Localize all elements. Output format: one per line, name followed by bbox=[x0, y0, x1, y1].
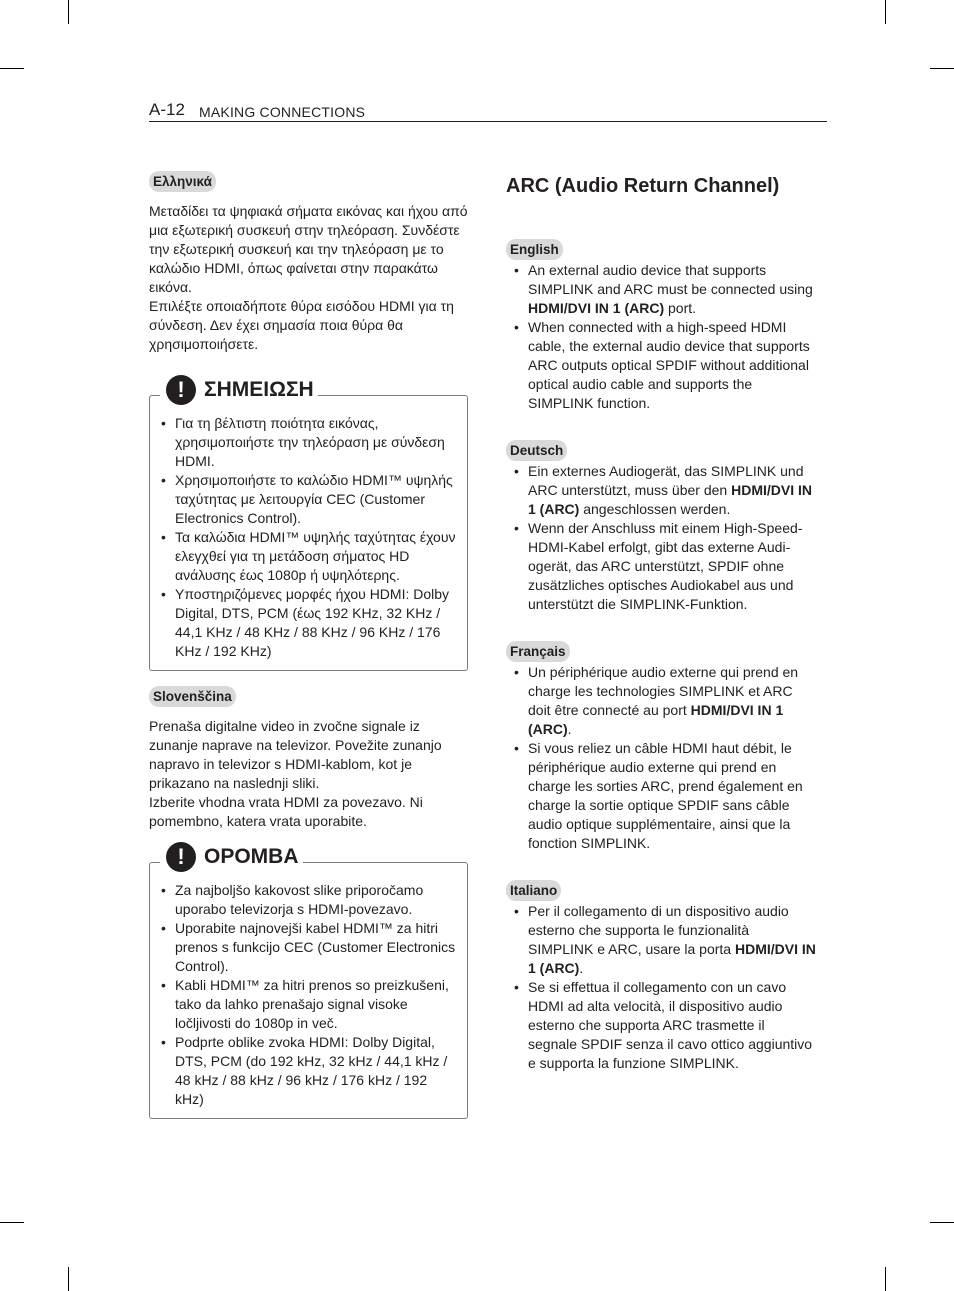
slovenian-paragraph-2: Izberite vhodna vrata HDMI za povezavo. Ni pomembno, katera vrata uporabite. bbox=[149, 794, 423, 829]
list-item: • Χρησιμοποιήστε το καλώδιο HDMI™ υψηλής ταχύτητας με λειτουργία CEC (Customer Electronics Control). bbox=[153, 471, 457, 528]
left-column bbox=[149, 171, 471, 1119]
italiano-section bbox=[506, 880, 816, 1073]
deutsch-list bbox=[506, 462, 816, 614]
page-number: A-12 bbox=[149, 100, 185, 119]
list-item: • Uporabite najnovejši kabel HDMI™ za hitri prenos s funkcijo CEC (Customer Electronics Control). bbox=[153, 919, 457, 976]
note-header bbox=[160, 837, 303, 877]
arc-title: ARC (Audio Return Channel) bbox=[506, 175, 780, 197]
english-section bbox=[506, 239, 816, 413]
italiano-list bbox=[506, 902, 816, 1073]
language-tag-greek: Ελληνικά bbox=[149, 171, 216, 192]
section-title: MAKING CONNECTIONS bbox=[199, 104, 366, 120]
list-item: • Wenn der Anschluss mit einem High-Speed-HDMI-Kabel erfolgt, gibt das externe Audi-ogerät, das ARC unterstützt, SPDIF ohne zusätzliches optisches Audiokabel aus und unterstützt die SIMPLINK-Funktion. bbox=[506, 519, 816, 614]
language-tag-deutsch: Deutsch bbox=[506, 440, 567, 461]
note-list bbox=[153, 414, 457, 661]
list-item: • When connected with a high-speed HDMI cable, the external audio device that supports ARC outputs optical SPDIF without additional optical audio cable and supports the SIMPLINK function. bbox=[506, 318, 816, 413]
note-title: ΣΗΜΕΙΩΣΗ bbox=[204, 378, 314, 401]
francais-list bbox=[506, 663, 816, 853]
page-header bbox=[149, 100, 827, 122]
crop-mark bbox=[0, 1222, 24, 1223]
crop-mark bbox=[0, 68, 24, 69]
list-item: • Per il collegamento di un dispositivo audio esterno che supporta le funzionalità SIMPLINK e ARC, usare la porta HDMI/DVI IN 1 (ARC). bbox=[506, 902, 816, 978]
slovenian-paragraph-1: Prenaša digitalne video in zvočne signale iz zunanje naprave na televizor. Povežite zunanjo napravo in televizor s HDMI-kablom, kot je prikazano na naslednji sliki. bbox=[149, 718, 442, 791]
list-item: • An external audio device that supports SIMPLINK and ARC must be connected using HDMI/DVI IN 1 (ARC) port. bbox=[506, 261, 816, 318]
list-item: • Za najboljšo kakovost slike priporočamo uporabo televizorja s HDMI-povezavo. bbox=[153, 881, 457, 919]
list-item: • Για τη βέλτιστη ποιότητα εικόνας, χρησιμοποιήστε την τηλεόραση με σύνδεση HDMI. bbox=[153, 414, 457, 471]
english-list bbox=[506, 261, 816, 413]
crop-mark bbox=[930, 1222, 954, 1223]
slovenian-section bbox=[149, 686, 471, 1119]
note-box-greek bbox=[149, 377, 468, 671]
deutsch-section bbox=[506, 440, 816, 614]
list-item: • Kabli HDMI™ za hitri prenos so preizkušeni, tako da lahko prenašajo signal visoke ločljivosti do 1080p in več. bbox=[153, 976, 457, 1033]
crop-mark bbox=[885, 1267, 886, 1291]
crop-mark bbox=[68, 1267, 69, 1291]
crop-mark bbox=[885, 0, 886, 24]
note-header bbox=[160, 370, 318, 410]
list-item: • Se si effettua il collegamento con un cavo HDMI ad alta velocità, il dispositivo audio esterno che supporta ARC trasmette il segnale SPDIF senza il cavo ottico aggiuntivo e supporta la funzione SIMPLINK. bbox=[506, 978, 816, 1073]
exclamation-icon: ! bbox=[166, 375, 196, 405]
note-box-slovenian bbox=[149, 844, 468, 1119]
greek-section bbox=[149, 171, 471, 671]
crop-mark bbox=[930, 68, 954, 69]
list-item: • Si vous reliez un câble HDMI haut débit, le périphérique audio externe qui prend en charge les sorties ARC, prend également en charge la sortie optique SPDIF sans câble audio optique supplémentaire, ainsi que la fonction SIMPLINK. bbox=[506, 739, 816, 853]
note-list bbox=[153, 881, 457, 1109]
list-item: • Podprte oblike zvoka HDMI: Dolby Digital, DTS, PCM (do 192 kHz, 32 kHz / 44,1 kHz / 48 kHz / 88 kHz / 96 kHz / 176 kHz / 192 kHz) bbox=[153, 1033, 457, 1109]
right-column bbox=[506, 171, 816, 1073]
crop-mark bbox=[68, 0, 69, 24]
francais-section bbox=[506, 641, 816, 853]
language-tag-english: English bbox=[506, 239, 563, 260]
list-item: • Υποστηριζόμενες μορφές ήχου HDMI: Dolby Digital, DTS, PCM (έως 192 KHz, 32 KHz / 44,1 KHz / 48 KHz / 88 KHz / 96 KHz / 176 KHz / 192 KHz) bbox=[153, 585, 457, 661]
language-tag-italiano: Italiano bbox=[506, 880, 561, 901]
language-tag-francais: Français bbox=[506, 641, 570, 662]
greek-paragraph-1: Μεταδίδει τα ψηφιακά σήματα εικόνας και ήχου από μια εξωτερική συσκευή στην τηλεόραση. Συνδέστε την εξωτερική συσκευή και την τηλεόραση με το καλώδιο HDMI, όπως φαίνεται στην παρακάτω εικόνα. bbox=[149, 203, 468, 295]
list-item: • Un périphérique audio externe qui prend en charge les technologies SIMPLINK et ARC doit être connecté au port HDMI/DVI IN 1 (ARC). bbox=[506, 663, 816, 739]
exclamation-icon: ! bbox=[166, 842, 196, 872]
list-item: • Τα καλώδια HDMI™ υψηλής ταχύτητας έχουν ελεγχθεί για τη μετάδοση σήματος HD ανάλυσης έως 1080p ή υψηλότερης. bbox=[153, 528, 457, 585]
list-item: • Ein externes Audiogerät, das SIMPLINK und ARC unterstützt, muss über den HDMI/DVI IN 1 (ARC) angeschlossen werden. bbox=[506, 462, 816, 519]
language-tag-slovenian: Slovenščina bbox=[149, 686, 236, 707]
greek-paragraph-2: Επιλέξτε οποιαδήποτε θύρα εισόδου HDMI για τη σύνδεση. Δεν έχει σημασία ποια θύρα θα χρησιμοποιήσετε. bbox=[149, 298, 454, 352]
note-title: OPOMBA bbox=[204, 845, 299, 868]
